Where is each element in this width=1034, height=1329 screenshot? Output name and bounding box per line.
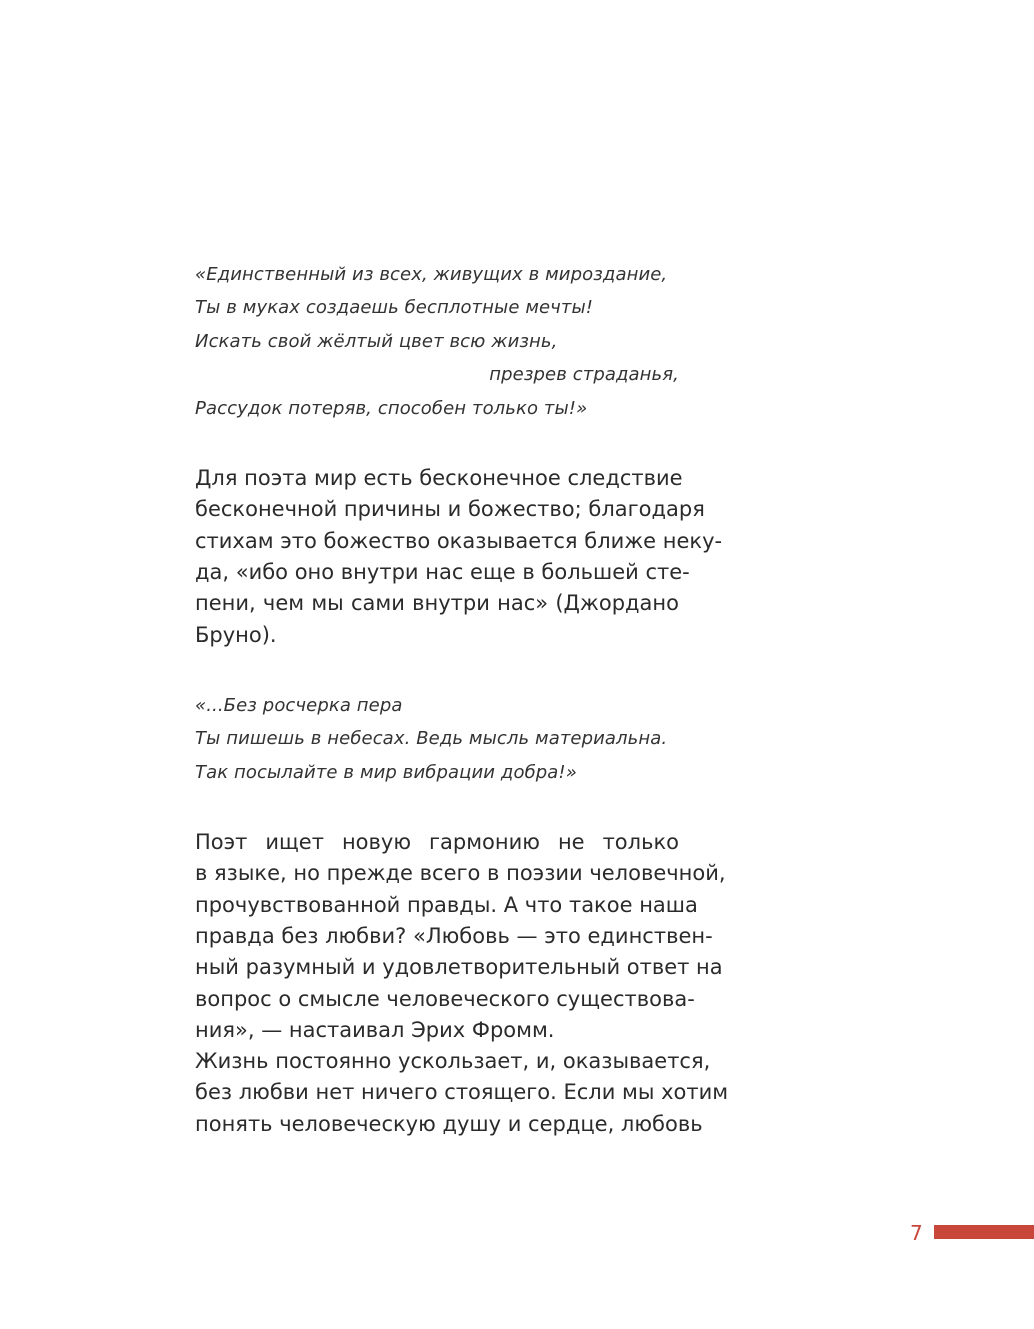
verse-quote-2 — [195, 689, 679, 789]
paragraph-line: да, «ибо оно внутри нас еще в большей сте- — [195, 559, 690, 584]
paragraph-line: в языке, но прежде всего в поэзии человечной, — [195, 861, 726, 886]
verse-line: презрев страданья, — [489, 364, 679, 386]
paragraph-line: правда без любви? «Любовь — это единствен- — [195, 923, 713, 948]
paragraph-line: Жизнь постоянно ускользает, и, оказывается, — [195, 1049, 711, 1074]
page-number: 7 — [910, 1221, 923, 1245]
paragraph-line: ный разумный и удовлетворительный ответ на — [195, 955, 723, 980]
body-paragraph-2 — [195, 827, 729, 1140]
paragraph-line: Бруно). — [195, 622, 277, 647]
paragraph-line: вопрос о смысле человеческого существова- — [195, 986, 695, 1011]
verse-line: «...Без росчерка пера — [195, 694, 403, 716]
verse-line: «Единственный из всех, живущих в мироздание, — [195, 264, 668, 285]
paragraph-line: понять человеческую душу и сердце, любовь — [195, 1111, 703, 1136]
verse-line: Ты пишешь в небесах. Ведь мысль материальна. — [195, 728, 668, 750]
verse-line: Искать свой жёлтый цвет всю жизнь, — [195, 330, 558, 352]
page-body — [195, 258, 729, 1140]
paragraph-line: стихам это божество оказывается ближе неку- — [195, 528, 723, 553]
page-accent-bar — [934, 1225, 1034, 1239]
paragraph-line: пени, чем мы сами внутри нас» (Джордано — [195, 591, 679, 616]
paragraph-line: ния», — настаивал Эрих Фромм. — [195, 1017, 555, 1042]
paragraph-line: прочувствованной правды. А что такое наша — [195, 892, 698, 917]
paragraph-line: Для поэта мир есть бесконечное следствие — [195, 466, 683, 491]
verse-line: Рассудок потеряв, способен только ты!» — [195, 397, 588, 419]
verse-quote-1 — [195, 258, 679, 425]
paragraph-line: без любви нет ничего стоящего. Если мы хотим — [195, 1080, 729, 1105]
paragraph-line: бесконечной причины и божество; благодаря — [195, 497, 705, 522]
body-paragraph-1 — [195, 463, 723, 651]
verse-line: Ты в муках создаешь бесплотные мечты! — [195, 297, 594, 319]
paragraph-line: Поэт ищет новую гармонию не только — [195, 830, 679, 855]
verse-line: Так посылайте в мир вибрации добра!» — [195, 761, 577, 783]
